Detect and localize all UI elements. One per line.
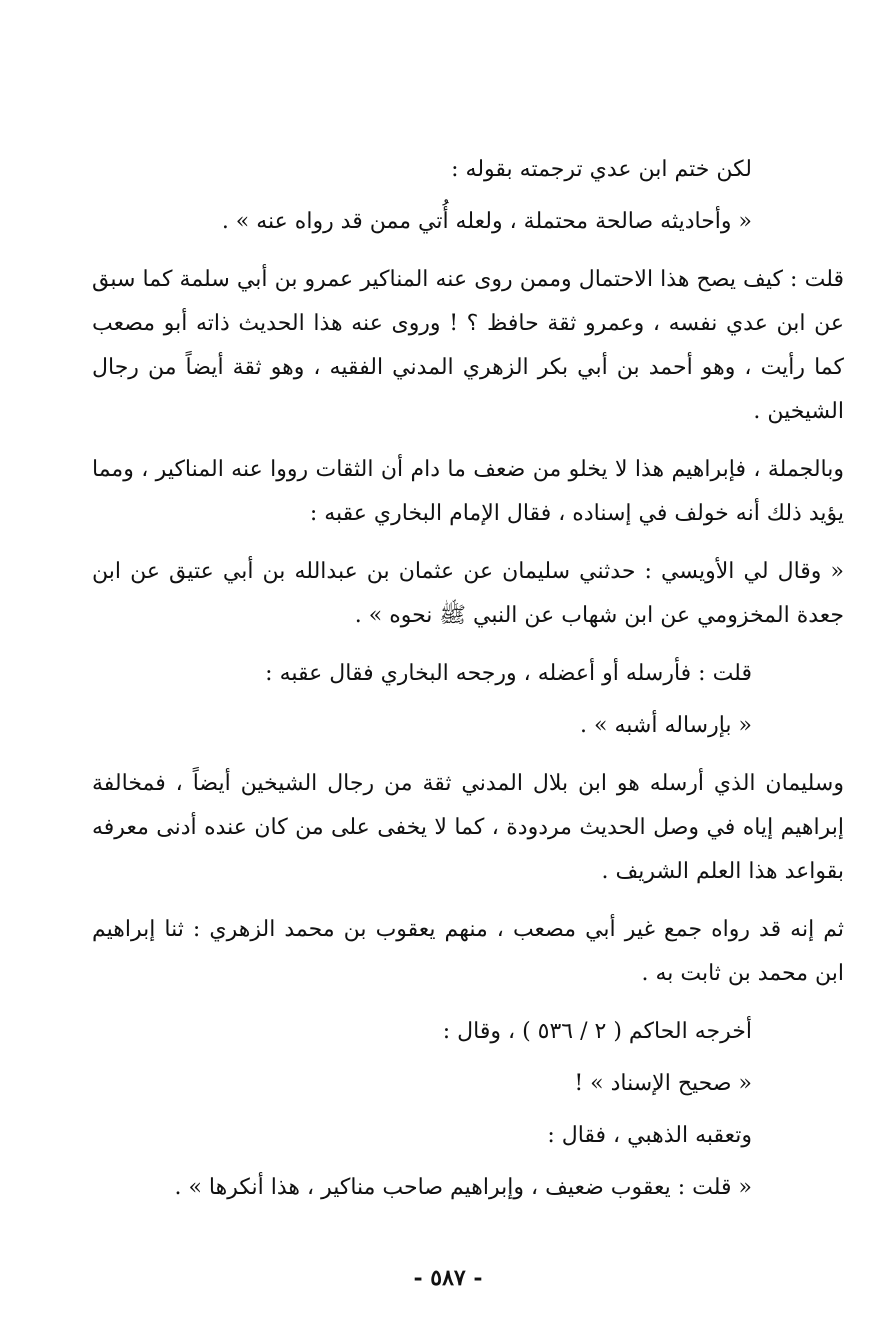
paragraph-hakim: أخرجه الحاكم ( ٢ / ٥٣٦ ) ، وقال : [442, 1019, 752, 1044]
quote-ibn-adi: « وأحاديثه صالحة محتملة ، ولعله أُتي ممن قد رواه عنه » . [221, 209, 752, 234]
paragraph-mursal: قلت : فأرسله أو أعضله ، ورجحه البخاري فقال عقبه : [265, 661, 752, 686]
quote-hakim: « صحيح الإسناد » ! [574, 1071, 752, 1096]
paragraph-critique: قلت : كيف يصح هذا الاحتمال وممن روى عنه المناكير عمرو بن أبي سلمة كما سبق عن ابن عدي نفسه ، وعمرو ثقة حافظ ؟ ! وروى عنه هذا الحديث ذاته أبو مصعب كما رأيت ، وهو أحمد بن أبي بكر الزهري المدني الفقيه ، وهو ثقة أيضاً من رجال الشيخين . [92, 267, 844, 424]
paragraph-other-narrators: ثم إنه قد رواه جمع غير أبي مصعب ، منهم يعقوب بن محمد الزهري : ثنا إبراهيم ابن محمد بن ثابت به . [92, 917, 844, 986]
paragraph-dhahabi: وتعقبه الذهبي ، فقال : [547, 1123, 752, 1148]
quote-dhahabi: « قلت : يعقوب ضعيف ، وإبراهيم صاحب مناكير ، هذا أنكرها » . [174, 1175, 752, 1200]
quote-bukhari: « بإرساله أشبه » . [580, 713, 752, 738]
page-number: - ٥٨٧ - [413, 1265, 483, 1291]
paragraph-sulayman: وسليمان الذي أرسله هو ابن بلال المدني ثقة من رجال الشيخين أيضاً ، فمخالفة إبراهيم إياه في وصل الحديث مردودة ، كما لا يخفى على من كان عنده أدنى معرفه بقواعد هذا العلم الشريف . [92, 771, 844, 884]
quote-uwaysi: « وقال لي الأويسي : حدثني سليمان عن عثمان بن عبدالله بن أبي عتيق عن ابن جعدة المخزومي عن ابن شهاب عن النبي ﷺ نحوه » . [92, 559, 844, 628]
paragraph-intro: لكن ختم ابن عدي ترجمته بقوله : [451, 157, 752, 182]
paragraph-summary: وبالجملة ، فإبراهيم هذا لا يخلو من ضعف ما دام أن الثقات رووا عنه المناكير ، ومما يؤيد ذلك أنه خولف في إسناده ، فقال الإمام البخاري عقبه : [92, 457, 844, 526]
page-body [92, 148, 844, 1224]
